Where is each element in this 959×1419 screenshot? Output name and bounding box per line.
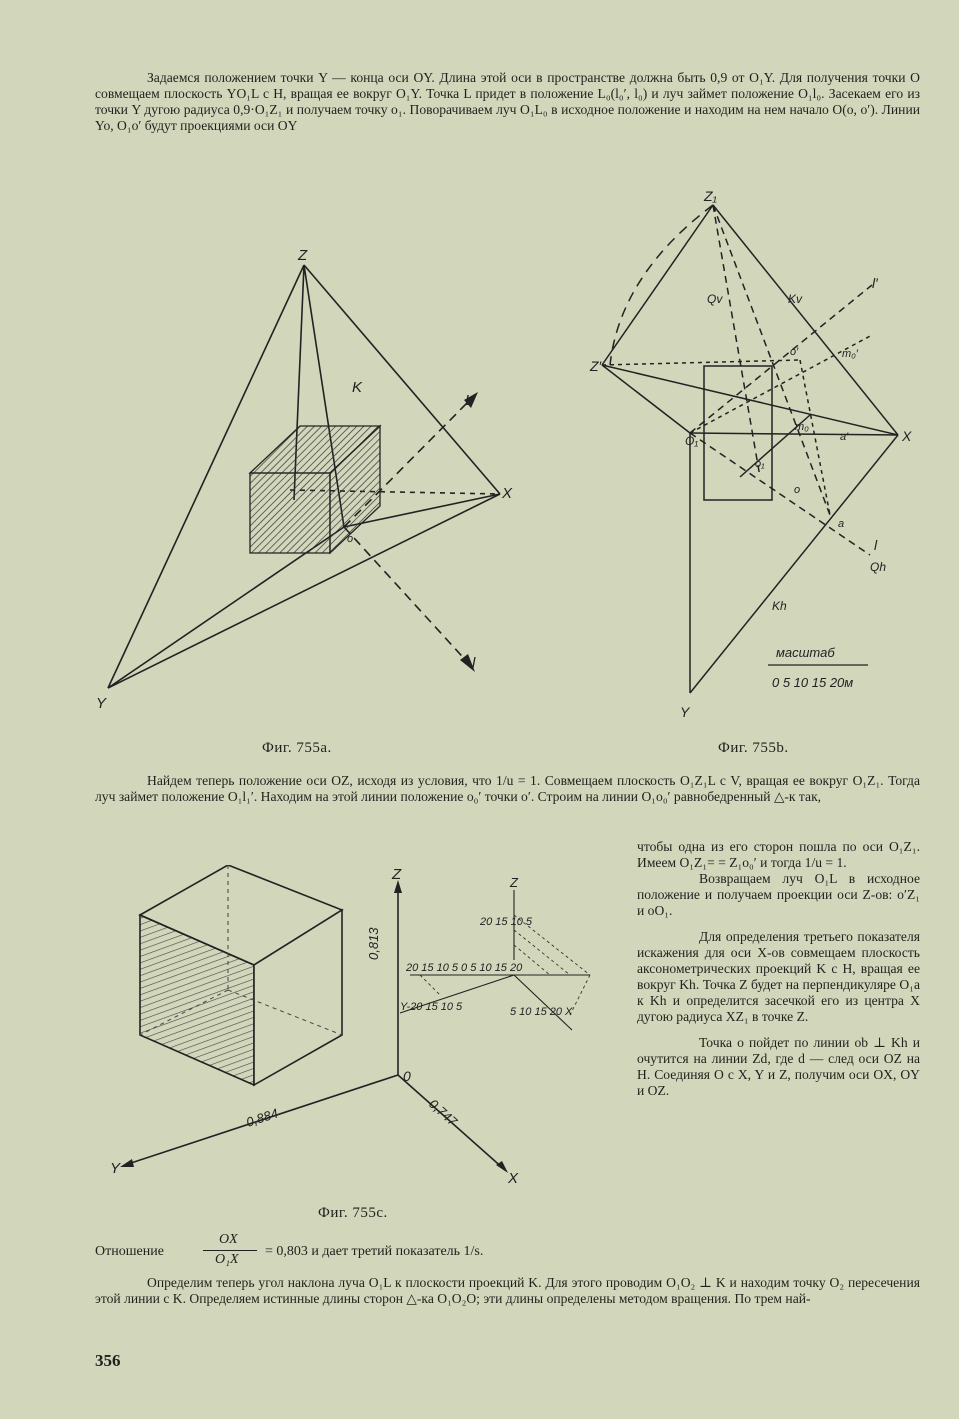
label-o-prime: o′	[790, 346, 799, 358]
scale-x-ticks: 5 10 15 20 X	[510, 1006, 573, 1018]
coef-z: 0,813	[366, 927, 381, 960]
label-y-b: Y	[680, 704, 690, 720]
label-x-c: X	[508, 1170, 519, 1187]
paragraph-intro	[95, 70, 920, 134]
page-number: 356	[95, 1351, 121, 1370]
label-z: Z	[298, 247, 308, 264]
formula-denominator: O₁X	[215, 1252, 239, 1267]
paragraph-intro-text: Задаемся положением точки Y — конца оси OY. Длина этой оси в пространстве должна быть 0,9 от O₁Y. Для получения точки O совмещаем плоскость YO₁L с H, вращая ее вокруг O₁Y. Точка L придет в положение L₀(l₀′, l₀) и луч займет положение O₁l₀. Засекаем его из точки Y дугою радиуса 0,9·O₁Z₁ и получаем точку o₁. Поворачиваем луч O₁L₀ в исходное положение и находим на нем начало O(o, o′). Линии Yo, O₁o′ будут проекциями оси OY	[95, 70, 920, 133]
right-column	[637, 839, 920, 1099]
label-k: K	[352, 379, 363, 396]
label-l: L	[465, 392, 474, 409]
label-l-b: l	[874, 537, 878, 553]
label-qv: Qv	[707, 292, 723, 306]
fraction-bar	[203, 1250, 257, 1251]
scale-y-ticks: Y-20 15 10 5	[400, 1001, 463, 1013]
label-y: Y	[96, 695, 107, 712]
paragraph-third-index: Для определения третьего показателя искажения для оси X-ов совмещаем плоскость аксонометрических проекций K с H, вращая ее вокруг Kh. Точка Z будет на перпендикуляре O₁a к Kh и определится засечкой его из центра X дугою радиуса XZ₁ в точке Z.	[637, 929, 920, 1024]
formula-prefix: Отношение	[95, 1244, 164, 1259]
paragraph-angle	[95, 1275, 920, 1307]
figure-755b	[580, 185, 940, 725]
caption-755a: Фиг. 755a.	[262, 740, 332, 756]
label-o-lower: o	[794, 484, 801, 496]
label-l-prime: l′	[872, 275, 878, 291]
label-kv: Kv	[788, 292, 803, 306]
caption-755b: Фиг. 755b.	[718, 740, 789, 756]
label-qh: Qh	[870, 560, 887, 574]
paragraph-angle-text: Определим теперь угол наклона луча O₁L к плоскости проекций K. Для этого проводим O₁O₂ ⊥ K и находим точку O₂ пересечения этой линии с K. Определяем истинные длины сторон △-ка O₁O₂O; эти длины определены методом вращения. По трем най-	[95, 1275, 920, 1306]
label-z1: Z₁	[704, 188, 717, 204]
label-a: a	[838, 518, 845, 530]
formula-suffix: = 0,803 и дает третий показатель 1/s.	[265, 1244, 484, 1259]
label-o1-lower: o₁	[755, 458, 765, 470]
label-y-c: Y	[110, 1160, 121, 1177]
paragraph-oz-text: Найдем теперь положение оси OZ, исходя из условия, что 1/u = 1. Совмещаем плоскость O₁Z₁L с V, вращая ее вокруг O₁Z₁. Тогда луч займет положение O₁l₁′. Находим на этой линии положение o₀′ точки o′. Строим на линии O₁o₀′ равнобедренный △-к так,	[95, 773, 920, 804]
paragraph-oz	[95, 773, 920, 805]
label-m0-prime: m₀′	[842, 348, 858, 360]
figure-755a	[90, 240, 530, 720]
scale-label: масштаб	[776, 645, 835, 660]
figure-755c-drawing	[110, 865, 630, 1195]
paragraph-oz-continued: чтобы одна из его сторон пошла по оси O₁Z₁. Имеем O₁Z₁= = Z₁o₀′ и тогда 1/u = 1.	[637, 839, 920, 870]
caption-755c: Фиг. 755c.	[318, 1205, 388, 1221]
figure-755a-drawing	[90, 240, 530, 720]
scale-h-ticks: 20 15 10 5 0 5 10 15 20	[406, 962, 523, 974]
paragraph-point-o: Точка o пойдет по линии ob ⊥ Kh и очутится на линии Zd, где d — след оси OZ на H. Соединяя O с X, Y и Z, получим оси OX, OY и OZ.	[637, 1035, 920, 1098]
formula-numerator: OX	[219, 1232, 238, 1247]
label-origin: 0	[403, 1068, 411, 1084]
formula-ratio	[95, 1232, 715, 1272]
label-a-prime: a′	[840, 431, 849, 443]
coef-x: 0,747	[425, 1096, 461, 1130]
label-kh: Kh	[772, 599, 787, 613]
label-l-lower: l	[472, 655, 476, 672]
label-o1: O₁	[685, 434, 699, 448]
scale-z-ticks: 20 15 10 5	[480, 916, 532, 928]
paragraph-return-ray: Возвращаем луч O₁L в исходное положение и получаем проекции оси Z-ов: o′Z₁ и oO₁.	[637, 871, 920, 918]
label-x: X	[502, 485, 513, 502]
scale-values: 0 5 10 15 20м	[772, 675, 854, 690]
scale-z-label: Z	[510, 875, 518, 890]
coef-y: 0,884	[244, 1105, 280, 1130]
figure-755b-drawing	[580, 185, 940, 725]
label-z-prime: Z′	[590, 358, 602, 374]
label-m0: m₀	[795, 421, 809, 433]
label-z-c: Z	[392, 866, 402, 883]
label-x-b: X	[902, 428, 912, 444]
label-o: o	[347, 533, 354, 545]
figure-755c	[110, 865, 630, 1195]
